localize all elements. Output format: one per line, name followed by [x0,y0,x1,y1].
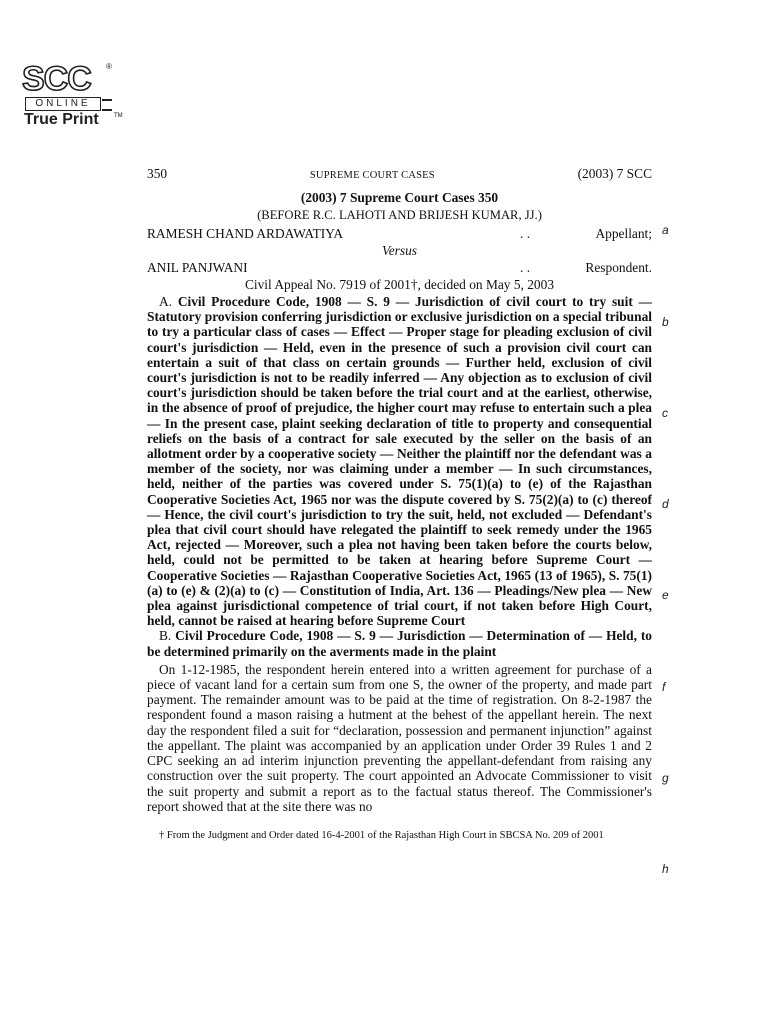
headnote-b-marker: B. [159,628,172,644]
appellant-dots: . . [520,226,531,241]
headnote-a [147,294,652,628]
margin-letter-a: a [662,223,669,237]
logo-trademark: TM [114,113,123,119]
respondent-line [147,260,652,277]
appellant-name: RAMESH CHAND ARDAWATIYA [147,226,344,241]
logo-flag-icon [102,99,112,111]
case-title: (2003) 7 Supreme Court Cases 350 [300,190,499,205]
header-citation: (2003) 7 SCC [577,166,652,181]
page-number: 350 [147,166,168,181]
respondent-name: ANIL PANJWANI [147,260,248,275]
appellant-role: Appellant; [595,226,652,241]
margin-letter-e: e [662,588,669,602]
respondent-role: Respondent. [585,260,652,275]
logo-brand: SCC [22,60,91,98]
headnote-b-text: Civil Procedure Code, 1908 — S. 9 — Jurisdiction — Determination of — Held, to be determined primarily on the averments made in the plaint [147,628,652,659]
margin-letter-d: d [662,497,669,511]
margin-letter-c: c [662,406,668,420]
scc-online-logo [22,62,122,132]
margin-letter-b: b [662,315,669,329]
respondent-dots: . . [520,260,531,275]
appeal-line: Civil Appeal No. 7919 of 2001†, decided on May 5, 2003 [244,277,555,292]
versus-line: Versus [382,243,417,258]
running-header [147,166,652,186]
headnote-b [147,628,652,658]
running-head: SUPREME COURT CASES [309,170,435,181]
margin-letter-f: f [662,680,666,694]
headnote-a-marker: A. [159,294,173,309]
footnote: † From the Judgment and Order dated 16-4-2001 of the Rajasthan High Court in SBCSA No. 209 of 2001 [159,829,604,841]
headnote-a-text: Civil Procedure Code, 1908 — S. 9 — Jurisdiction of civil court to try suit — Statutory provision conferring jurisdiction or exclusive jurisdiction on a special tribunal to try a particular class of cases — Effect — Proper stage for pleading exclusion of civil court's jurisdiction — Held, even in the presence of such a provision civil court can entertain a suit of that class on certain grounds — Further held, exclusion of civil court's jurisdiction is not to be readily inferred — Any objection as to exclusion of civil court's jurisdiction should be taken before the trial court and at the earliest, otherwise, in the absence of proof of prejudice, the higher court may refuse to entertain such a plea — In the present case, plaint seeking declaration of title to property and consequential reliefs on the basis of a contract for sale executed by the seller on the basis of an allotment order by a cooperative society — Neither the plaintiff nor the defendant was a member of the society, nor was claiming under a member — In such circumstances, held, neither of the parties was covered under S. 75(1)(a) to (e) of the Rajasthan Cooperative Societies Act, 1965 nor was the dispute covered by S. 75(2)(a) to (c) thereof — Hence, the civil court's jurisdiction to try the suit, held, not excluded — Defendant's plea that civil court should have relegated the plaintiff to seek remedy under the 1965 Act, rejected — Moreover, such a plea not having been taken before the courts below, held, could not be permitted to be taken at hearing before Supreme Court — Cooperative Societies — Rajasthan Cooperative Societies Act, 1965 (13 of 1965), S. 75(1)(a) to (e) & (2)(a) to (c) — Constitution of India, Art. 136 — Pleadings/New plea — New plea against jurisdictional competence of trial court, if not taken before High Court, held, cannot be raised at hearing before Supreme Court [147,294,652,629]
judgment-page [147,166,652,842]
body-paragraph: On 1-12-1985, the respondent herein entered into a written agreement for purchase of a piece of vacant land for a certain sum from one S, the owner of the property, and made part payment. The remainder amount was to be paid at the time of registration. On 8-2-1987 the respondent found a mason raising a hutment at the behest of the appellant herein. The next day the respondent filed a suit for “declaration, possession and permanent injunction” against the appellant. The plaint was accompanied by an application under Order 39 Rules 1 and 2 CPC seeking an ad interim injunction preventing the appellant-defendant from raising any construction over the suit property. The court appointed an Advocate Commissioner to visit the suit property and submit a report as to the factual status thereof. The Commissioner's report showed that at the site there was no [147,661,652,814]
bench-line: (BEFORE R.C. LAHOTI AND BRIJESH KUMAR, JJ.) [257,208,542,222]
margin-letter-h: h [662,862,669,876]
logo-online-box: ONLINE [25,97,101,111]
appellant-line [147,226,652,243]
logo-true-print: True Print [24,111,99,128]
logo-registered-mark: ® [106,62,112,71]
margin-letter-g: g [662,771,669,785]
